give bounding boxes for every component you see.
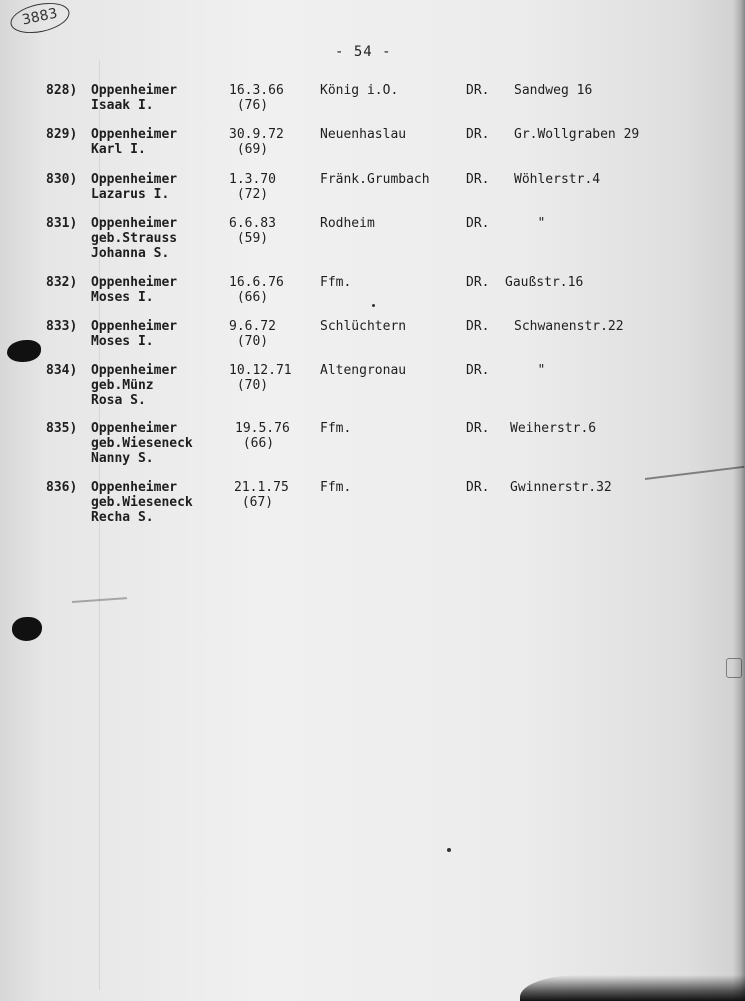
list-item xyxy=(0,421,745,466)
punch-hole xyxy=(12,617,42,641)
ink-blot xyxy=(7,340,41,362)
entry-number: 828) xyxy=(46,83,78,98)
list-item xyxy=(0,275,745,305)
ink-speck xyxy=(447,848,451,852)
entry-number: 829) xyxy=(46,127,78,142)
entry-birthdate-age: 21.1.75 (67) xyxy=(234,480,289,510)
list-item xyxy=(0,216,745,261)
entry-dr: DR. xyxy=(466,421,490,436)
entry-number: 835) xyxy=(46,421,78,436)
entry-number: 830) xyxy=(46,172,78,187)
ink-speck xyxy=(372,304,375,307)
entry-dr: DR. xyxy=(466,83,490,98)
entry-address: Schwanenstr.22 xyxy=(514,319,624,334)
entry-number: 831) xyxy=(46,216,78,231)
entry-birthdate-age: 16.3.66 (76) xyxy=(229,83,284,113)
entry-birthplace: König i.O. xyxy=(320,83,399,98)
entry-name: Oppenheimer geb.Strauss Johanna S. xyxy=(91,216,178,261)
entry-birthplace: Ffm. xyxy=(320,480,352,495)
list-item xyxy=(0,319,745,349)
entry-address: Wöhlerstr.4 xyxy=(514,172,601,187)
entry-birthplace: Altengronau xyxy=(320,363,407,378)
entry-number: 833) xyxy=(46,319,78,334)
entry-name: Oppenheimer geb.Münz Rosa S. xyxy=(91,363,178,408)
page-edge-shadow xyxy=(733,0,745,1001)
entry-dr: DR. xyxy=(466,127,490,142)
entry-address: Gwinnerstr.32 xyxy=(510,480,612,495)
entry-birthplace: Fränk.Grumbach xyxy=(320,172,430,187)
entry-number: 836) xyxy=(46,480,78,495)
entry-birthplace: Ffm. xyxy=(320,421,352,436)
entry-birthdate-age: 10.12.71 (70) xyxy=(229,363,292,393)
entry-address: Gaußstr.16 xyxy=(505,275,584,290)
entry-birthplace: Neuenhaslau xyxy=(320,127,407,142)
entry-birthdate-age: 30.9.72 (69) xyxy=(229,127,284,157)
page-corner-shadow xyxy=(520,975,745,1001)
entry-dr: DR. xyxy=(466,275,490,290)
entry-name: Oppenheimer Moses I. xyxy=(91,275,178,305)
entry-number: 834) xyxy=(46,363,78,378)
entry-birthdate-age: 16.6.76 (66) xyxy=(229,275,284,305)
page-number: - 54 - xyxy=(335,44,392,60)
entry-address: Weiherstr.6 xyxy=(510,421,597,436)
entry-number: 832) xyxy=(46,275,78,290)
archive-reference-stamp: 3883 xyxy=(8,0,73,38)
entry-address: Gr.Wollgraben 29 xyxy=(514,127,640,142)
entry-dr: DR. xyxy=(466,216,490,231)
list-item xyxy=(0,480,745,525)
entry-name: Oppenheimer Karl I. xyxy=(91,127,178,157)
entry-birthplace: Schlüchtern xyxy=(320,319,407,334)
entry-birthplace: Rodheim xyxy=(320,216,375,231)
pen-stroke xyxy=(645,466,744,480)
list-item xyxy=(0,127,745,157)
list-item xyxy=(0,172,745,202)
entry-name: Oppenheimer geb.Wieseneck Nanny S. xyxy=(91,421,193,466)
entry-dr: DR. xyxy=(466,480,490,495)
entry-name: Oppenheimer geb.Wieseneck Recha S. xyxy=(91,480,193,525)
entry-birthdate-age: 19.5.76 (66) xyxy=(235,421,290,451)
list-item xyxy=(0,363,745,408)
entry-address: " xyxy=(514,363,546,378)
entry-dr: DR. xyxy=(466,319,490,334)
entry-birthdate-age: 6.6.83 (59) xyxy=(229,216,276,246)
entry-name: Oppenheimer Moses I. xyxy=(91,319,178,349)
entry-birthplace: Ffm. xyxy=(320,275,352,290)
list-item xyxy=(0,83,745,113)
entry-address: " xyxy=(514,216,546,231)
entry-name: Oppenheimer Isaak I. xyxy=(91,83,178,113)
entry-dr: DR. xyxy=(466,172,490,187)
entry-birthdate-age: 9.6.72 (70) xyxy=(229,319,276,349)
entry-address: Sandweg 16 xyxy=(514,83,593,98)
entry-dr: DR. xyxy=(466,363,490,378)
entry-birthdate-age: 1.3.70 (72) xyxy=(229,172,276,202)
entry-name: Oppenheimer Lazarus I. xyxy=(91,172,178,202)
